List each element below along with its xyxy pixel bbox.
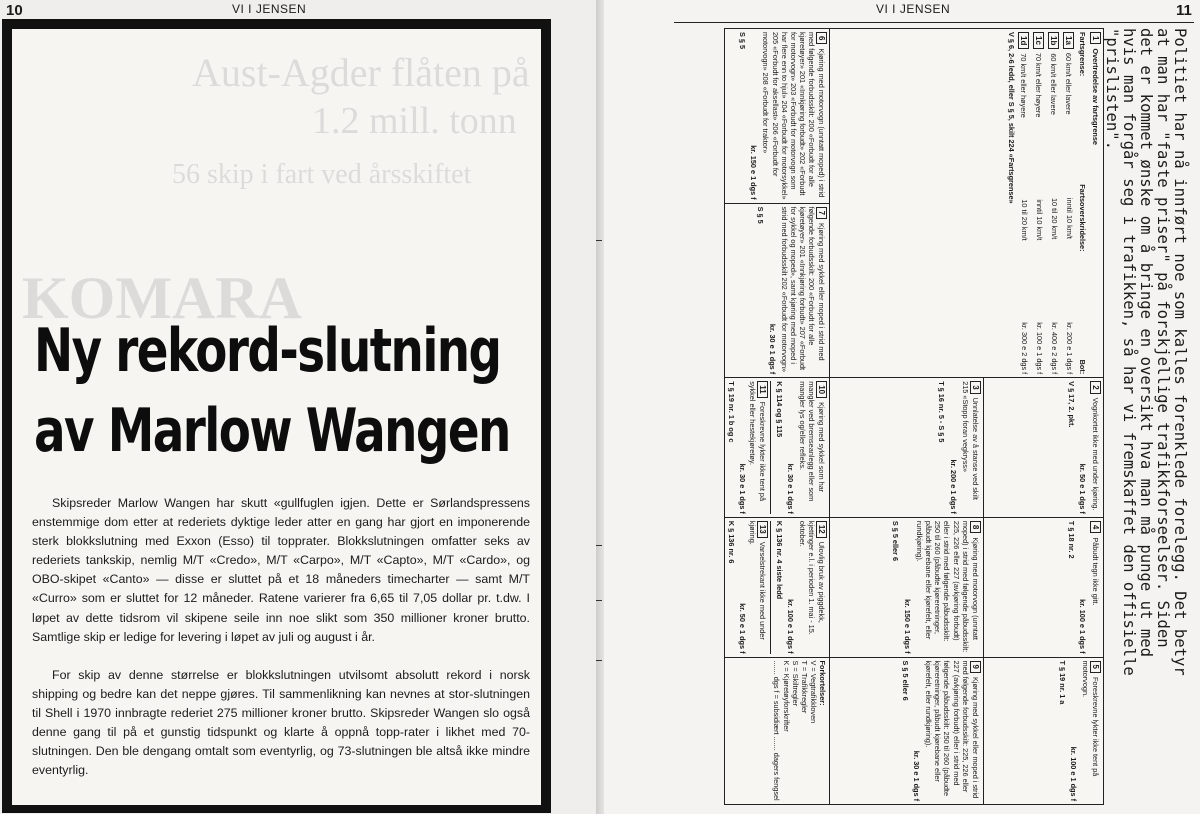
speed-limit: 60 km/t eller lavere	[1063, 52, 1073, 115]
speed-row	[1048, 32, 1059, 374]
running-head-right: VI I JENSEN	[876, 2, 951, 16]
binding-mark	[596, 545, 602, 546]
cell-number: 1c	[1033, 32, 1044, 49]
law-reference: T § 19 nr. 1 a	[1057, 660, 1067, 705]
note-line: Politiet har nå innført noe som kalles forenklede forelegg. Det betyr	[1171, 28, 1189, 676]
fine-table	[724, 28, 1104, 805]
speed-excess: 10 til 20 km/t	[1019, 199, 1029, 241]
legend-item: K = Kjøretøyforskrifter	[781, 660, 791, 732]
table-cell	[830, 517, 983, 657]
cell-number: 1d	[1018, 32, 1029, 49]
cell-number: 2	[1090, 381, 1101, 393]
table-cell	[725, 517, 830, 657]
legend-list	[772, 661, 818, 801]
speed-rows	[1018, 32, 1074, 374]
page-number-right: 11	[1176, 2, 1192, 19]
offence-text: Unnlatelse av å stanse ved skilt 215 «Stopp foran vegkryss»	[960, 381, 980, 500]
note-line: hvis man forgår seg i trafikken, så har vi fremskaffet den offisielle	[1120, 28, 1138, 676]
table-cell	[830, 657, 983, 804]
note-line: at man har "faste priser" på forskjellige trafikkforseelser. Siden	[1154, 28, 1172, 648]
legend-item: T = Trafikkregler	[800, 660, 810, 714]
show-through-heading-4: KOMARA	[22, 265, 302, 331]
fine-amount: kr. 30 e 1 dgs f	[767, 323, 777, 375]
law-reference: S § 5 eller 6	[900, 660, 910, 701]
speed-limit: 60 km/t eller lavere	[1048, 53, 1058, 115]
speed-excess: 10 til 20 km/t	[1049, 197, 1059, 240]
intro-note	[1103, 28, 1188, 803]
offence-text: Varselstrekant ikke med under kjøring.	[747, 520, 767, 640]
cell-number: 3	[970, 381, 981, 393]
table-cell-split	[725, 29, 830, 378]
law-reference: T § 18 nr. 2	[1066, 520, 1076, 559]
fine-amount: kr. 150 e 1 dgs f	[749, 145, 759, 200]
cell-number: 9	[970, 661, 981, 673]
fine-amount: kr. 30 e 1 dgs f	[738, 463, 748, 514]
fine-table-grid	[724, 28, 1104, 805]
table-cell	[830, 378, 983, 518]
legend-item: ....... dgs f = subsidiært ....... dagers fengsel	[772, 660, 782, 801]
fine-amount: kr. 100 e 1 dgs f	[1068, 746, 1078, 801]
cell-number: 10	[816, 381, 827, 398]
cell-number: 4	[1090, 521, 1101, 533]
show-through-heading-2: 1.2 mill. tonn	[312, 100, 517, 142]
law-reference: S § 5	[738, 32, 747, 50]
table-cell	[725, 29, 829, 203]
cell-number: 7	[816, 207, 827, 219]
show-through-heading-3: 56 skip i fart ved årsskiftet	[172, 159, 472, 190]
col-fartsgrense: Fartsgrense:	[1078, 32, 1087, 77]
fine-amount: kr. 30 e 1 dgs f	[786, 463, 796, 514]
binding-mark	[596, 660, 602, 661]
headline-line-2: av Marlow Wangen	[34, 396, 510, 466]
speed-law: V § 6, 2-6 ledd, eller S § 5, skilt 224 «Fartsgrense»	[1006, 32, 1016, 204]
offence-text: Foreskrevne lykter ikke tent på motorvogn.	[1081, 660, 1100, 777]
jail-days: e 1 dgs f	[1034, 346, 1044, 375]
cell-number: 1a	[1063, 32, 1074, 49]
speed-cell	[830, 29, 1104, 378]
fine-amount: kr. 200	[1064, 322, 1074, 345]
cell-number: 13	[757, 521, 768, 538]
table-cell	[727, 381, 771, 514]
speed-row	[1063, 32, 1074, 374]
law-reference: S § 5	[756, 206, 766, 224]
table-cell	[727, 521, 771, 654]
cell-number: 1	[1090, 32, 1101, 44]
offence-text: Påbudt tegn ikke gitt.	[1091, 537, 1100, 606]
speed-title: Overtredelse av fartsgrense	[1091, 48, 1100, 145]
table-cell	[983, 378, 1103, 518]
binding-mark	[596, 240, 602, 241]
note-line: "prislisten".	[1103, 28, 1121, 151]
legend-item: S = Skiltregler	[790, 660, 800, 707]
cell-number: 6	[816, 32, 827, 44]
fine-amount: kr. 100	[1034, 322, 1044, 345]
cell-number: 8	[970, 521, 981, 533]
cell-number: 11	[757, 381, 768, 397]
law-reference: T § 19 nr. 1 b og c	[727, 381, 737, 443]
headline-line-1: Ny rekord-slutning	[34, 316, 501, 386]
fine-amount: kr. 50 e 1 dgs f	[738, 603, 748, 654]
law-reference: K § 136 nr. 4 siste ledd	[774, 520, 784, 600]
legend-item: V = Vegtrafikkloven	[809, 660, 819, 724]
table-cell	[983, 517, 1103, 657]
legend-title: Forkortelser:	[818, 660, 828, 706]
offence-text: Ulovlig bruk av piggdekk, kjettinger e.l. i perioden 1. mai - 15. oktober.	[798, 520, 827, 635]
speed-row	[1018, 32, 1029, 374]
left-page	[0, 0, 596, 814]
offence-text: Kjøring med sykkel eller moped i strid med følgende forbudsskilt: 200 «Forbudt for alle kjøretøyer» 201 «Innkjøring forbudt» 207 «Forbudt for sykkel og moped», samt kjøring med moped i strid med forbudsskilt 202 «Forbudt for motorvogn»	[779, 206, 827, 373]
cell-number: 1b	[1048, 32, 1059, 49]
jail-days: e 1 dgs f	[1064, 346, 1074, 375]
offence-text: Kjøring med motorvogn (unntatt moped) i strid med følgende forbudsskilt: 200 «Forbudt for alle kjøretøyer» 201 «Innkjøring forbudt» 202 «Forbudt for motorvogn» 203 «Forbudt for motorvogn som har flere enn to hjul» 204 «Forbudt for motorsykkel» 205 «Forbudt for aksellast» 206 «Forbudt for motorvogn» 208 «Forbudt for traktor»	[761, 32, 827, 200]
law-reference: S § 5 eller 6	[891, 520, 901, 562]
speed-limit: 70 km/t eller høyere	[1033, 52, 1043, 118]
running-head-left: VI I JENSEN	[232, 2, 307, 16]
cell-number: 5	[1090, 661, 1101, 673]
show-through-heading-1: Aust-Agder flåten på	[192, 50, 530, 95]
table-cell	[983, 657, 1103, 804]
speed-limit: 70 km/t eller høyere	[1018, 53, 1028, 118]
binding-mark	[596, 600, 602, 601]
fine-amount: kr. 50 e 1 dgs f	[1078, 463, 1087, 514]
article-body	[32, 494, 530, 780]
law-reference: V § 17, 2. pkt.	[1066, 381, 1076, 428]
offence-text: Vognkortet ikke med under kjøring.	[1091, 397, 1100, 511]
jail-days: e 2 dgs f	[1049, 346, 1059, 375]
fine-amount: kr. 300	[1019, 322, 1029, 345]
offence-text: Foreskrevne lykter ikke tent på sykkel eller hestekjøretøy.	[747, 381, 767, 502]
article-paragraph-2: For skip av denne størrelse er blokkslutningen utvilsomt absolutt rekord i norsk shipping og bedre kan det neppe gjøres. Til sammenlikning kan nevnes at stor-slutningen til Shell i 1970 innbragte rederiet 275 millioner kroner brutto. Skipsreder Wangen slo også denne gang til på et gunstig tidspunkt og klarte å oppnå topp-rater i likhet med 70-slutningen. Den ble dengang omtalt som eventyrlig, og 73-slutningen ble altså ikke mindre eventyrlig.	[32, 667, 530, 778]
book-gutter	[596, 0, 604, 814]
col-bot: Bot:	[1078, 359, 1087, 375]
fine-amount: kr. 150 e 1 dgs f	[902, 599, 912, 654]
fine-amount: kr. 100 e 1 dgs f	[1078, 599, 1087, 654]
law-reference: K § 136 nr. 6	[727, 520, 737, 564]
article-paragraph-1: Skipsreder Marlow Wangen har skutt «gullfuglen igjen. Dette er Sørlandspressens enstemmige dom etter at rederiets dyktige leder atter en gang har gjort en imponerende sterk blokkslutning med Exxon (Esso) til topprater. Blokkslutningen omfatter seks av rederiets tankskip, nemlig M/T «Credo», M/T «Carpo», M/T «Capto», M/T «Cardo», og OBO-skipet «Canto» — disse er sluttet på et 18 måneders timecharter — samt M/T «Curro» som er sluttet for 12 måneder. Ratene varierer fra 6,65 til 7,05 dollar pr. t.dw. I løpet av dette tidsrom vil skipene seile inn noe slikt som 350 millioner kroner brutto. Samtlige skip er ledige for levering i løpet av juli og august i år.	[32, 496, 530, 644]
fine-amount: kr. 200 e 1 dgs f	[948, 459, 958, 514]
table-cell	[725, 203, 829, 377]
offence-text: Kjøring med sykkel som har mangler ved bremseanlegg eller som mangler lys og/eller refleks.	[798, 381, 827, 502]
fine-amount: kr. 100 e 1 dgs f	[786, 599, 796, 654]
offence-text: Kjøring med sykkel eller moped i strid med følgende forbudsskilt: 225, 226 eller 227 (avkjøring forbudt) eller i strid med følgende påbudsskilt: 250 til 260 (påbudte kjøreretninger, påbudt kjørebane eller kjørefelt, eller rundkjøring).	[924, 660, 980, 799]
law-reference: T § 16 nr. 5 - S § 5	[937, 381, 947, 443]
note-line: det er kommet ønske om å bringe en oversikt hva man må punge ut med	[1137, 28, 1155, 658]
speed-excess: inntil 10 km/t	[1034, 199, 1044, 241]
jail-days: e 2 dgs f	[1019, 346, 1029, 375]
col-fartsoverskridelse: Fartsoverskridelse:	[1078, 184, 1087, 252]
legend-cell	[725, 657, 830, 804]
offence-text: Kjøring med motorvogn (unntatt moped) i strid med følgende påbudsskilt: 225, 226 eller 227 (avkjøring forbudt) eller i strid med følgende påbudsskilt: 250 til 260 (påbudte kjøreretninger, påbudt kjørebane eller kjørefelt, eller rundkjøring).	[914, 520, 980, 653]
law-reference: K § 114 og § 115	[774, 381, 784, 438]
fine-amount: kr. 30 e 1 dgs f	[911, 750, 921, 801]
speed-excess: inntil 10 km/t	[1064, 197, 1074, 239]
speed-row	[1033, 32, 1044, 374]
header-rule	[674, 22, 1194, 23]
fine-amount: kr. 400	[1049, 322, 1059, 345]
article-frame	[2, 19, 551, 813]
page-number-left: 10	[6, 2, 23, 19]
table-cell	[725, 378, 830, 518]
article-panel	[12, 29, 541, 805]
cell-number: 12	[816, 521, 827, 538]
